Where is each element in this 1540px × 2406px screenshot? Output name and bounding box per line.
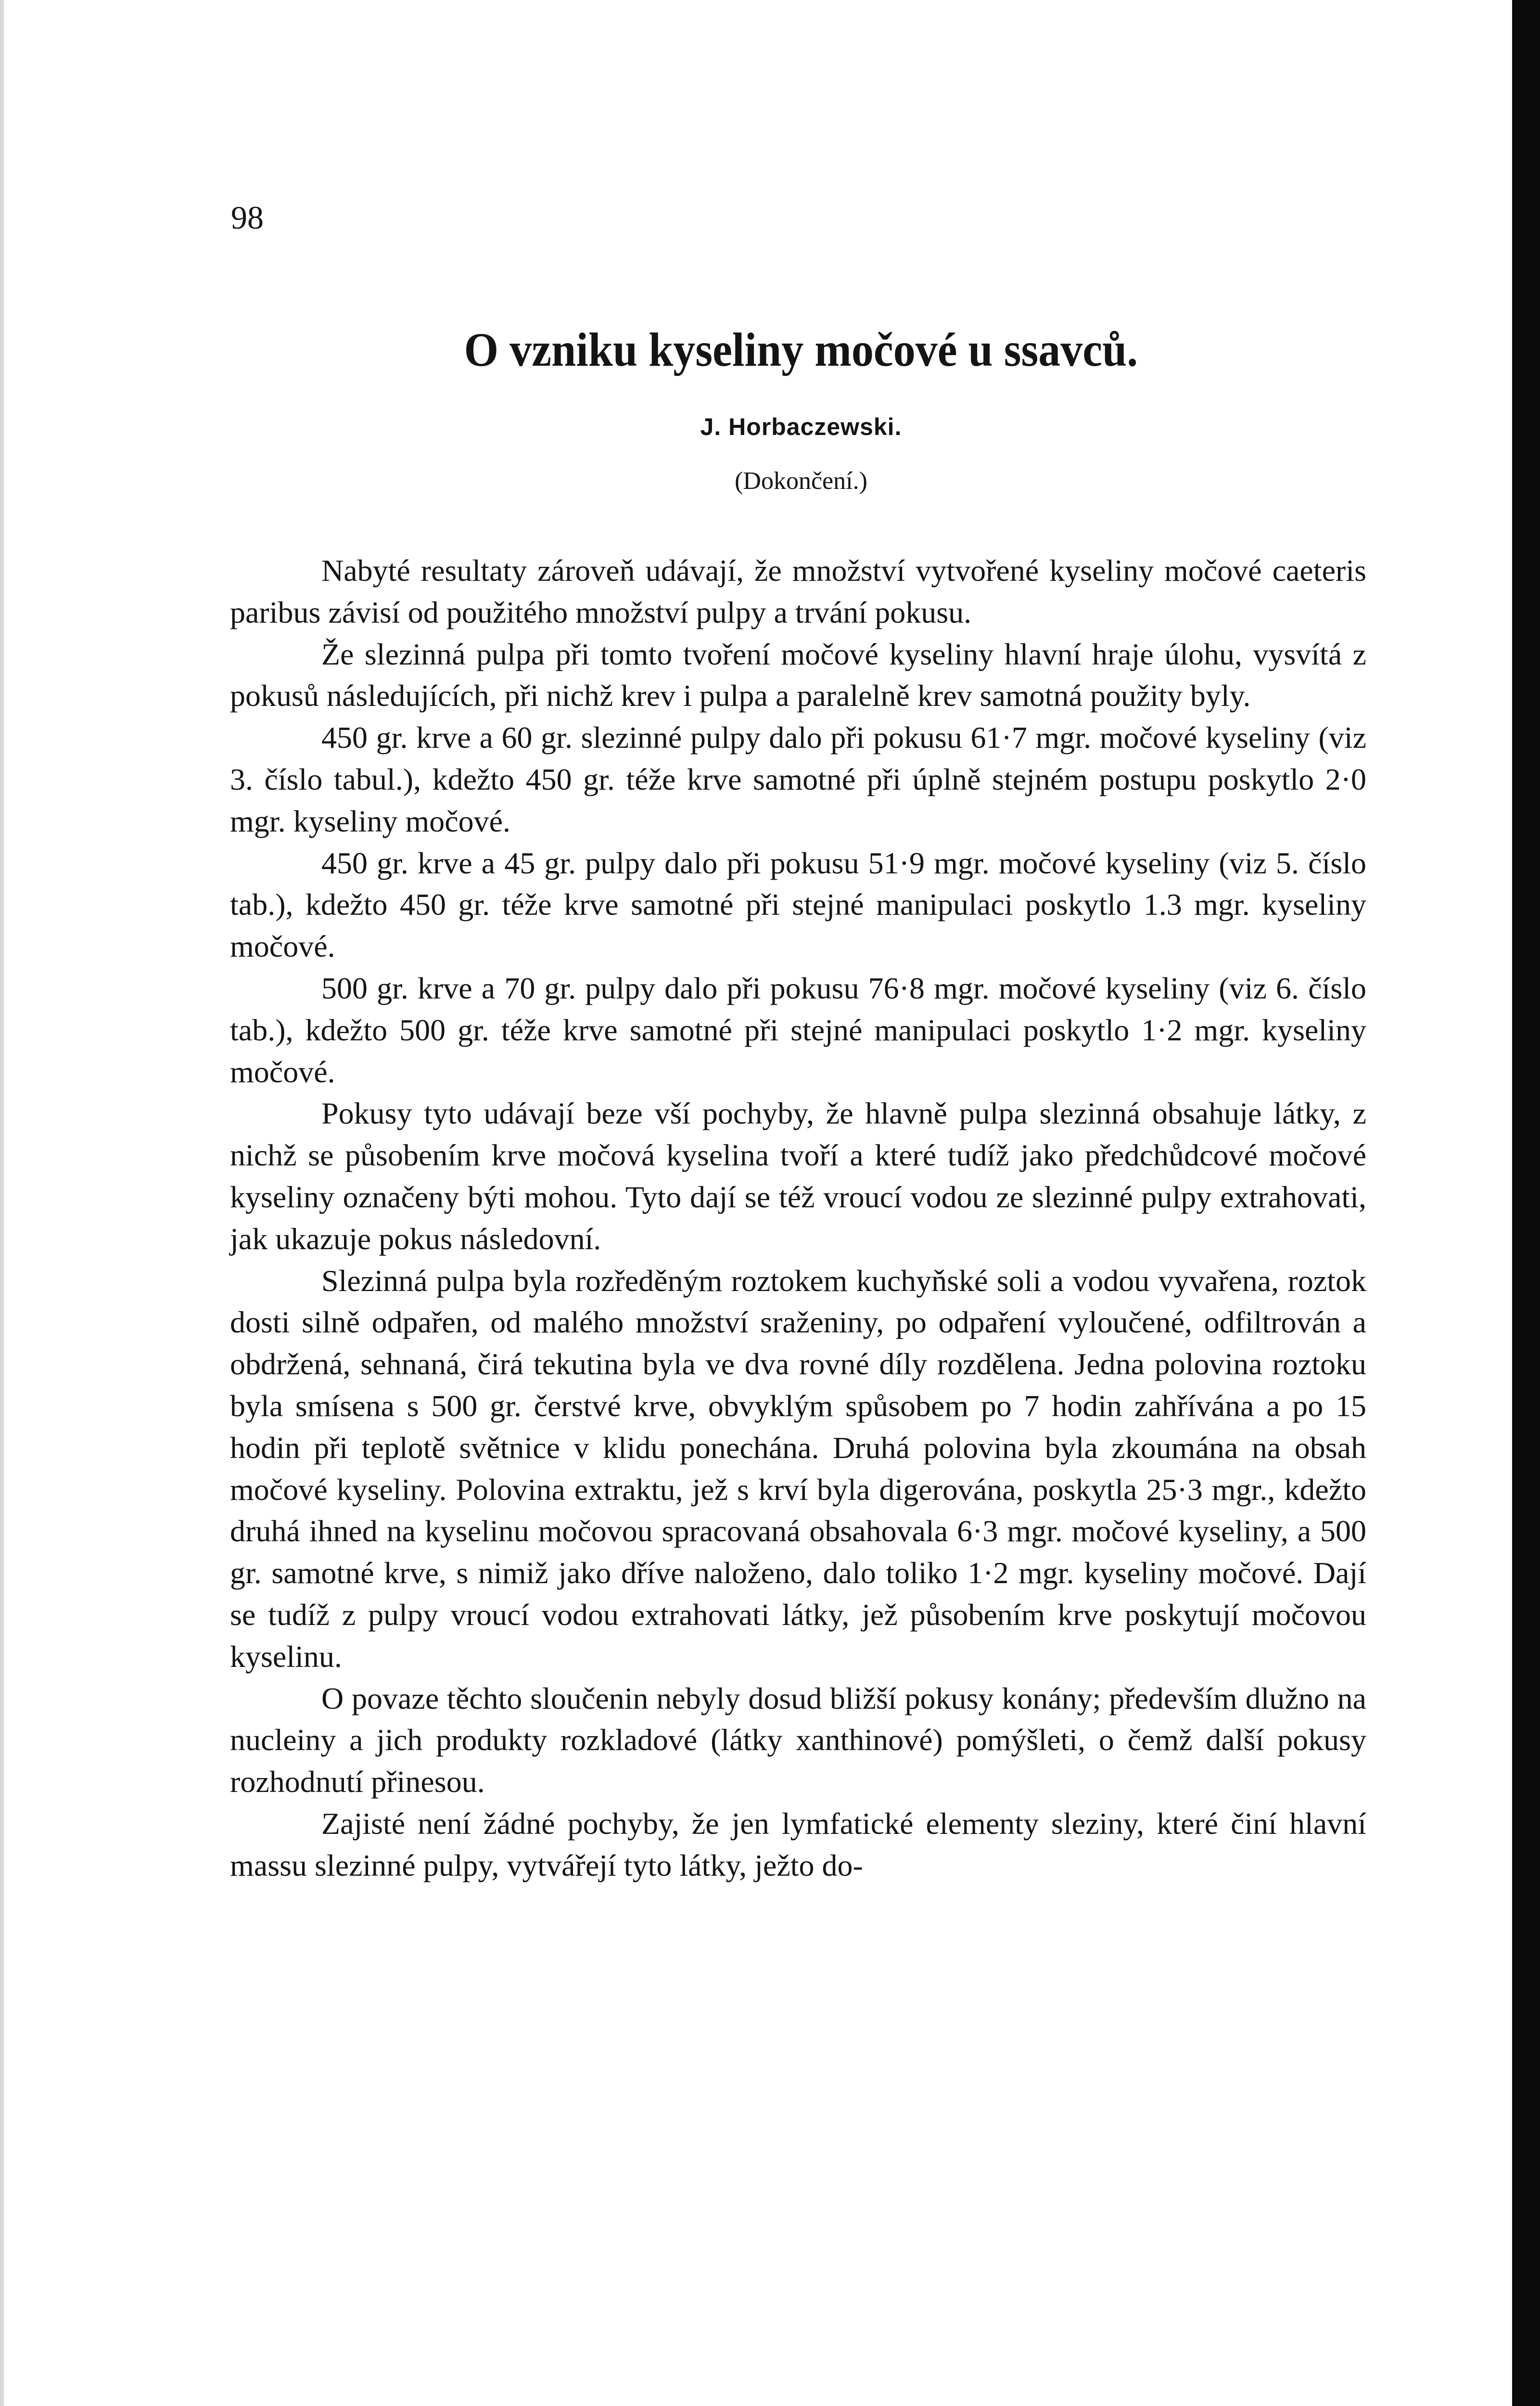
- author-name: J. Horbaczewski.: [700, 413, 902, 440]
- paragraph-4: 450 gr. krve a 45 gr. pulpy dalo při pokusu 51·9 mgr. močové kyseliny (viz 5. číslo tab.), kdežto 450 gr. téže krve samotné při stejné manipulaci poskytlo 1.3 mgr. kyseliny močové.: [230, 845, 1366, 964]
- scan-left-edge: [0, 0, 4, 2406]
- paragraph-3: 450 gr. krve a 60 gr. slezinné pulpy dalo při pokusu 61·7 mgr. močové kyseliny (viz 3. číslo tabul.), kdežto 450 gr. téže krve samotné při úplně stejném postupu poskytlo 2·0 mgr. kyseliny močové.: [230, 720, 1366, 838]
- paragraph-2: Že slezinná pulpa při tomto tvoření močové kyseliny hlavní hraje úlohu, vysvítá z pokusů následujících, při nichž krev i pulpa a paralelně krev samotná použity byly.: [230, 637, 1366, 713]
- paragraph-5: 500 gr. krve a 70 gr. pulpy dalo při pokusu 76·8 mgr. močové kyseliny (viz 6. číslo tab.), kdežto 500 gr. téže krve samotné při stejné manipulaci poskytlo 1·2 mgr. kyseliny močové.: [230, 971, 1366, 1089]
- paragraph-9: Zajisté není žádné pochyby, že jen lymfatické elementy sleziny, které činí hlavní massu slezinné pulpy, vytvářejí tyto látky, ježto do-: [230, 1806, 1366, 1882]
- paragraph-6: Pokusy tyto udávají beze vší pochyby, že hlavně pulpa slezinná obsahuje látky, z nichž se působením krve močová kyselina tvoří a které tudíž jako předchůdcové močové kyseliny označeny býti mohou. Tyto dají se též vroucí vodou ze slezinné pulpy extrahovati, jak ukazuje pokus následovní.: [230, 1096, 1366, 1256]
- article-title: O vzniku kyseliny močové u ssavců.: [464, 323, 1138, 376]
- paragraph-7: Slezinná pulpa byla rozředěným roztokem kuchyňské soli a vodou vyvařena, roztok dosti silně odpařen, od malého množství sraženiny, po odpaření vyloučené, odfiltrován a obdržená, sehnaná, čirá tekutina byla ve dva rovné díly rozdělena. Jedna polovina roztoku byla smísena s 500 gr. čerstvé krve, obvyklým spůsobem po 7 hodin zahřívána a po 15 hodin při teplotě světnice v klidu ponechána. Druhá polovina byla zkoumána na obsah močové kyseliny. Polovina extraktu, jež s krví byla digerována, poskytla 25·3 mgr., kdežto druhá ihned na kyselinu močovou spracovaná obsahovala 6·3 mgr. močové kyseliny, a 500 gr. samotné krve, s nimiž jako dříve naloženo, dalo toliko 1·2 mgr. kyseliny močové. Dají se tudíž z pulpy vroucí vodou extrahovati látky, jež působením krve poskytují močovou kyselinu.: [230, 1263, 1366, 1674]
- article-body: [230, 550, 1366, 1887]
- paragraph-1: Nabyté resultaty zároveň udávají, že množství vytvořené kyseliny močové caeteris paribus závisí od použitého množství pulpy a trvání pokusu.: [230, 553, 1366, 629]
- scan-right-edge: [1512, 0, 1540, 2406]
- paragraph-8: O povaze těchto sloučenin nebyly dosud bližší pokusy konány; především dlužno na nucleiny a jich produkty rozkladové (látky xanthinové) pomýšleti, o čemž další pokusy rozhodnutí přinesou.: [230, 1681, 1366, 1799]
- page-number: 98: [231, 199, 264, 236]
- continuation-note: (Dokončení.): [735, 467, 867, 495]
